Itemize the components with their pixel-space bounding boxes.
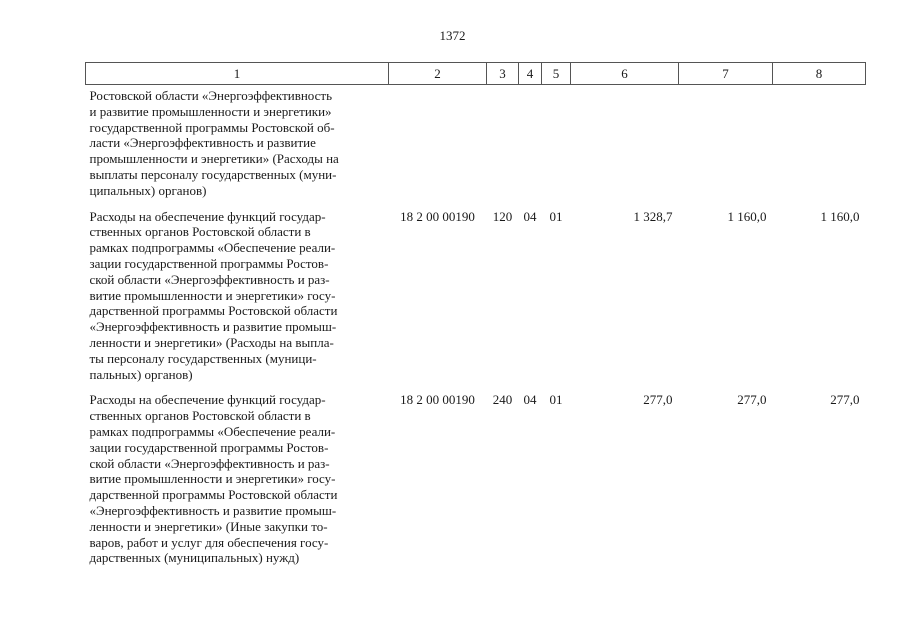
header-col-8: 8 — [773, 63, 866, 85]
header-col-2: 2 — [389, 63, 487, 85]
amount-year-1: 1 328,7 — [633, 208, 673, 224]
row-description — [86, 206, 389, 390]
description-line: рамках подпрограммы «Обеспечение реали- — [89, 240, 336, 256]
header-col-3: 3 — [487, 63, 519, 85]
amount-year-3: 277,0 — [830, 392, 860, 408]
target-code — [389, 85, 487, 206]
header-col-5: 5 — [542, 63, 571, 85]
subsection-code: 01 — [549, 392, 563, 408]
description-line: Расходы на обеспечение функций государ- — [89, 392, 326, 408]
amount-year-2: 277,0 — [737, 392, 767, 408]
description-line: государственной программы Ростовской об- — [89, 119, 335, 135]
description-line: зации государственной программы Ростов- — [89, 255, 329, 271]
description-line: зации государственной программы Ростов- — [89, 439, 329, 455]
header-row — [86, 63, 866, 85]
row-description — [86, 389, 389, 573]
description-line: Расходы на обеспечение функций государ- — [89, 208, 326, 224]
table-row — [86, 206, 866, 390]
expense-type: 240 — [492, 392, 513, 408]
description-line: пальных) органов) — [89, 366, 193, 382]
header-col-4: 4 — [519, 63, 542, 85]
subsection-code: 01 — [549, 208, 563, 224]
description-line: ласти «Энергоэффективность и развитие — [89, 135, 316, 151]
amount-year-3 — [773, 85, 866, 206]
target-code: 18 2 00 00190 — [400, 392, 475, 408]
description-line: дарственной программы Ростовской области — [89, 303, 338, 319]
subsection-code — [542, 85, 571, 206]
budget-table — [85, 62, 866, 573]
description-line: ципальных) органов) — [89, 182, 207, 198]
table-row — [86, 85, 866, 206]
description-line: ственных органов Ростовской области в — [89, 224, 311, 240]
description-line: рамках подпрограммы «Обеспечение реали- — [89, 423, 336, 439]
header-col-1: 1 — [86, 63, 389, 85]
description-line: промышленности и энергетики» (Расходы на — [89, 151, 339, 167]
description-line: ленности и энергетики» (Иные закупки то- — [89, 518, 328, 534]
amount-year-1: 277,0 — [643, 392, 673, 408]
section-code: 04 — [523, 392, 537, 408]
description-line: витие промышленности и энергетики» госу- — [89, 287, 336, 303]
description-line: Ростовской области «Энергоэффективность — [89, 88, 333, 103]
description-line: ты персоналу государственных (муници- — [89, 350, 317, 366]
description-line: и развитие промышленности и энергетики» — [89, 103, 332, 119]
header-col-7: 7 — [679, 63, 773, 85]
expense-type — [487, 85, 519, 206]
description-line: ской области «Энергоэффективность и раз- — [89, 455, 330, 471]
description-line: «Энергоэффективность и развитие промыш- — [89, 502, 337, 518]
amount-year-2: 1 160,0 — [727, 208, 767, 224]
description-line: дарственной программы Ростовской области — [89, 487, 338, 503]
section-code: 04 — [523, 208, 537, 224]
description-line: выплаты персоналу государственных (муни- — [89, 166, 337, 182]
page-number: 1372 — [439, 28, 466, 43]
description-line: витие промышленности и энергетики» госу- — [89, 471, 336, 487]
expense-type: 120 — [492, 208, 513, 224]
header-col-6: 6 — [571, 63, 679, 85]
description-line: «Энергоэффективность и развитие промыш- — [89, 319, 337, 335]
amount-year-3: 1 160,0 — [820, 208, 860, 224]
description-line: ленности и энергетики» (Расходы на выпла- — [89, 334, 334, 350]
description-line: варов, работ и услуг для обеспечения госу- — [89, 534, 329, 550]
description-line: дарственных (муниципальных) нужд) — [89, 550, 300, 566]
description-line: ственных органов Ростовской области в — [89, 408, 311, 424]
amount-year-1 — [571, 85, 679, 206]
amount-year-2 — [679, 85, 773, 206]
target-code: 18 2 00 00190 — [400, 208, 475, 224]
row-description — [86, 85, 389, 206]
description-line: ской области «Энергоэффективность и раз- — [89, 271, 330, 287]
section-code — [519, 85, 542, 206]
table-row — [86, 389, 866, 573]
